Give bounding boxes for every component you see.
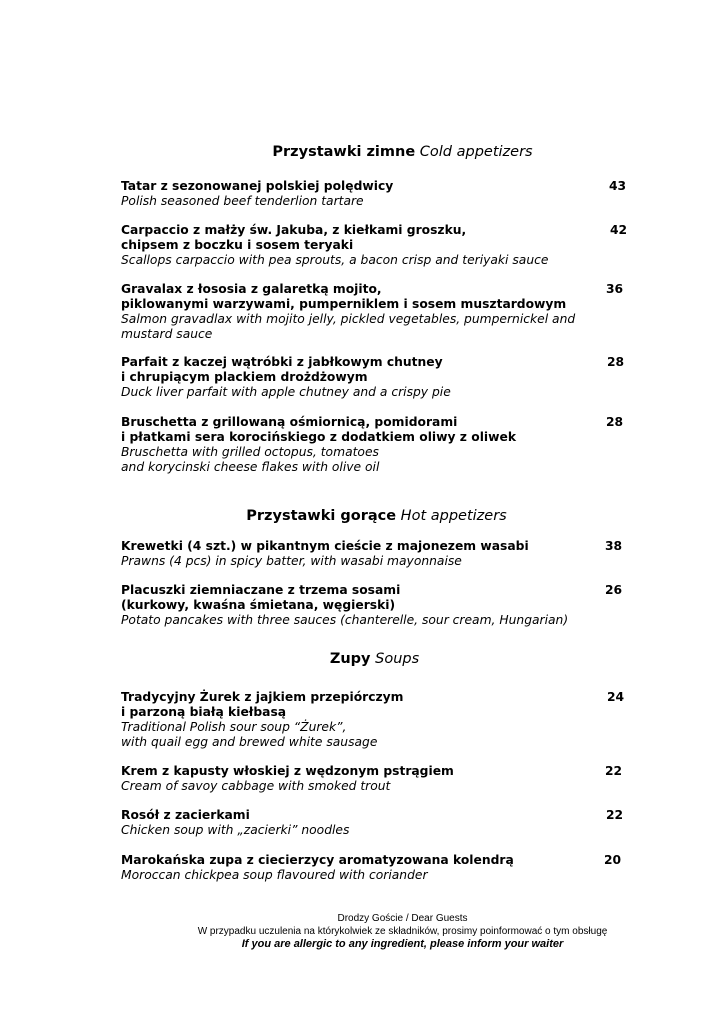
section-title-en: Hot appetizers <box>400 508 507 524</box>
section-title-pl: Przystawki gorące <box>246 508 397 524</box>
section-title-hot <box>14 508 725 524</box>
item-price: 28 <box>607 355 625 369</box>
section-title-cold <box>40 144 725 160</box>
item-name-pl: Krem z kapusty włoskiej z wędzonym pstrągiem <box>121 764 454 778</box>
item-price: 43 <box>609 179 627 193</box>
menu-item <box>121 808 631 838</box>
item-name-en: Chicken soup with „zacierki” noodles <box>121 823 350 837</box>
menu-item <box>121 539 631 569</box>
menu-item <box>121 690 631 750</box>
footer-allergy-pl: W przypadku uczulenia na którykolwiek ze składników, prosimy poinformować o tym obsługę <box>197 926 608 937</box>
item-price: 24 <box>607 690 625 704</box>
item-name-pl: piklowanymi warzywami, pumperniklem i sosem musztardowym <box>121 297 567 311</box>
item-name-en: Bruschetta with grilled octopus, tomatoes <box>121 445 379 459</box>
item-name-pl: Rosół z zacierkami <box>121 808 250 822</box>
section-title-pl: Zupy <box>329 651 371 667</box>
item-price: 38 <box>605 539 623 553</box>
item-name-en: Scallops carpaccio with pea sprouts, a bacon crisp and teriyaki sauce <box>121 253 549 267</box>
menu-item <box>121 355 631 400</box>
item-name-pl: Tradycyjny Żurek z jajkiem przepiórczym <box>121 690 404 704</box>
item-name-en: mustard sauce <box>121 327 213 341</box>
footer-greeting: Drodzy Goście / Dear Guests <box>337 913 468 924</box>
item-name-en: Duck liver parfait with apple chutney and a crispy pie <box>121 385 451 399</box>
item-name-pl: i parzoną białą kiełbasą <box>121 705 287 719</box>
item-name-en: Moroccan chickpea soup flavoured with coriander <box>121 868 428 882</box>
item-name-pl: Carpaccio z małży św. Jakuba, z kiełkami groszku, <box>121 223 467 237</box>
section-title-en: Cold appetizers <box>419 144 533 160</box>
item-name-en: Traditional Polish sour soup “Żurek”, <box>121 720 347 734</box>
item-price: 36 <box>606 282 624 296</box>
item-name-pl: i chrupiącym plackiem drożdżowym <box>121 370 368 384</box>
item-price: 26 <box>605 583 623 597</box>
item-name-en: Potato pancakes with three sauces (chanterelle, sour cream, Hungarian) <box>121 613 569 627</box>
item-name-pl: Bruschetta z grillowaną ośmiornicą, pomidorami <box>121 415 458 429</box>
item-name-en: and korycinski cheese flakes with olive oil <box>121 460 380 474</box>
menu-item <box>121 179 631 209</box>
item-name-pl: Parfait z kaczej wątróbki z jabłkowym chutney <box>121 355 443 369</box>
menu-item <box>121 223 631 268</box>
footer-allergy-en: If you are allergic to any ingredient, please inform your waiter <box>241 938 564 950</box>
item-name-pl: (kurkowy, kwaśna śmietana, węgierski) <box>121 598 396 612</box>
item-price: 28 <box>606 415 624 429</box>
menu-item <box>121 282 631 342</box>
item-name-pl: Tatar z sezonowanej polskiej polędwicy <box>121 179 394 193</box>
item-price: 20 <box>604 853 622 867</box>
menu-item <box>121 415 631 475</box>
item-name-pl: Marokańska zupa z ciecierzycy aromatyzowana kolendrą <box>121 853 514 867</box>
item-name-pl: chipsem z boczku i sosem teryaki <box>121 238 354 252</box>
item-name-pl: Krewetki (4 szt.) w pikantnym cieście z majonezem wasabi <box>121 539 529 553</box>
item-name-pl: Placuszki ziemniaczane z trzema sosami <box>121 583 401 597</box>
item-name-en: Polish seasoned beef tenderlion tartare <box>121 194 364 208</box>
item-name-pl: i płatkami sera korocińskiego z dodatkiem oliwy z oliwek <box>121 430 517 444</box>
item-name-pl: Gravalax z łososia z galaretką mojito, <box>121 282 382 296</box>
item-price: 42 <box>610 223 628 237</box>
item-name-en: Salmon gravadlax with mojito jelly, pickled vegetables, pumpernickel and <box>121 312 576 326</box>
menu-item <box>121 583 631 628</box>
section-title-soups <box>12 651 725 667</box>
item-name-en: Cream of savoy cabbage with smoked trout <box>121 779 391 793</box>
item-price: 22 <box>605 764 623 778</box>
item-price: 22 <box>606 808 624 822</box>
section-title-pl: Przystawki zimne <box>272 144 416 160</box>
item-name-en: Prawns (4 pcs) in spicy batter, with wasabi mayonnaise <box>121 554 462 568</box>
item-name-en: with quail egg and brewed white sausage <box>121 735 378 749</box>
menu-item <box>121 764 631 794</box>
section-title-en: Soups <box>375 651 420 667</box>
menu-item <box>121 853 631 883</box>
